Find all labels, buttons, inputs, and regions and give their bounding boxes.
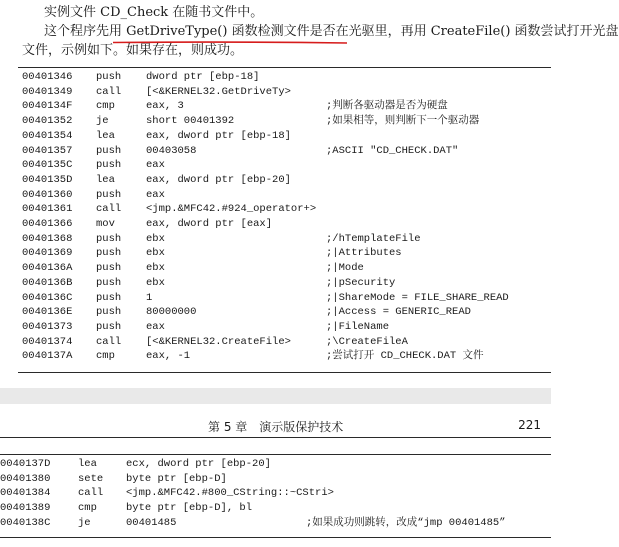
code-line xyxy=(18,335,551,349)
code-line xyxy=(18,99,551,113)
code-operand: eax, dword ptr [ebp-18] xyxy=(146,129,291,142)
code-line xyxy=(18,246,551,260)
code-line xyxy=(18,305,551,319)
code-mnemonic: push xyxy=(96,276,122,289)
code-mnemonic: push xyxy=(96,262,122,275)
code-comment: ;|pSecurity xyxy=(326,276,396,289)
code-comment: ;ASCII "CD_CHECK.DAT" xyxy=(326,144,459,157)
code-line xyxy=(18,129,551,143)
code-line xyxy=(18,291,551,305)
code-address: 00401354 xyxy=(22,129,73,142)
code-comment: ;|Access = GENERIC_READ xyxy=(326,306,471,319)
intro-line-2-tail: ，再用 CreateFile() 函数尝试打开光盘 xyxy=(387,24,619,39)
code-address: 0040137A xyxy=(22,350,73,363)
code-line xyxy=(18,173,551,187)
code-mnemonic: je xyxy=(78,516,91,529)
code-mnemonic: lea xyxy=(96,173,115,186)
code-operand: eax xyxy=(146,159,165,172)
code-line xyxy=(18,85,551,99)
code-operand: [<&KERNEL32.GetDriveTy> xyxy=(146,85,291,98)
code-line xyxy=(18,276,551,290)
code-address: 00401366 xyxy=(22,218,73,230)
code-line xyxy=(0,486,551,500)
code-mnemonic: push xyxy=(96,232,122,245)
code-listing-bottom xyxy=(0,457,551,535)
intro-line-1: 实例文件 CD_Check 在随书文件中。 xyxy=(44,5,264,20)
code-mnemonic: mov xyxy=(96,218,115,230)
code-mnemonic: sete xyxy=(78,472,104,485)
code-mnemonic: push xyxy=(96,291,122,304)
code-address: 0040138C xyxy=(0,516,51,529)
code-line xyxy=(18,261,551,275)
code-operand: dword ptr [ebp-18] xyxy=(146,71,260,83)
code-line xyxy=(18,349,551,363)
code-operand: ebx xyxy=(146,232,165,245)
code-mnemonic: cmp xyxy=(96,350,115,363)
code-address: 0040134F xyxy=(22,100,73,113)
code-mnemonic: push xyxy=(96,247,122,260)
code-address: 00401349 xyxy=(22,85,73,98)
code-operand: eax xyxy=(146,188,165,201)
code-address: 0040135D xyxy=(22,173,73,186)
listing-top-rule-top xyxy=(18,67,551,68)
intro-highlight-text: GetDriveType() 函数检测文件是否在光驱里 xyxy=(126,24,388,39)
code-address: 00401373 xyxy=(22,320,73,333)
code-operand: eax, dword ptr [eax] xyxy=(146,218,273,230)
code-operand: ebx xyxy=(146,262,165,275)
code-operand: ebx xyxy=(146,247,165,260)
chapter-header: 第 5 章 演示版保护技术 xyxy=(208,420,344,434)
code-operand: short 00401392 xyxy=(146,115,235,128)
code-address: 00401389 xyxy=(0,502,51,515)
code-address: 0040136B xyxy=(22,276,73,289)
code-line xyxy=(18,217,551,231)
code-operand: 00401485 xyxy=(126,516,177,529)
code-address: 00401346 xyxy=(22,71,73,83)
code-address: 00401384 xyxy=(0,487,51,500)
code-address: 00401361 xyxy=(22,203,73,216)
code-address: 0040137D xyxy=(0,458,51,470)
code-operand: eax xyxy=(146,320,165,333)
code-operand: 80000000 xyxy=(146,306,197,319)
code-address: 00401357 xyxy=(22,144,73,157)
code-operand: byte ptr [ebp-D], bl xyxy=(126,502,253,515)
code-line xyxy=(0,516,551,530)
code-operand: 1 xyxy=(146,291,153,304)
code-comment: ;如果相等，则判断下一个驱动器 xyxy=(326,115,480,128)
code-comment: ;|ShareMode = FILE_SHARE_READ xyxy=(326,291,509,304)
code-address: 0040135C xyxy=(22,159,73,172)
code-line xyxy=(0,501,551,515)
code-operand: ecx, dword ptr [ebp-20] xyxy=(126,458,271,470)
code-mnemonic: call xyxy=(96,85,122,98)
code-address: 00401369 xyxy=(22,247,73,260)
code-line xyxy=(18,320,551,334)
code-address: 0040136E xyxy=(22,306,73,319)
intro-line-2-lead: 这个程序先用 xyxy=(44,24,127,39)
code-operand: <jmp.&MFC42.#800_CString::~CStri> xyxy=(126,487,334,500)
listing-bottom-rule-bottom xyxy=(0,537,551,538)
code-mnemonic: push xyxy=(96,144,122,157)
code-comment: ;/hTemplateFile xyxy=(326,232,421,245)
code-mnemonic: push xyxy=(96,306,122,319)
code-mnemonic: lea xyxy=(96,129,115,142)
code-address: 0040136A xyxy=(22,262,73,275)
code-comment: ;尝试打开 CD_CHECK.DAT 文件 xyxy=(326,350,484,363)
code-operand: <jmp.&MFC42.#924_operator+> xyxy=(146,203,317,216)
code-comment: ;|Mode xyxy=(326,262,364,275)
code-address: 00401368 xyxy=(22,232,73,245)
code-comment: ;|Attributes xyxy=(326,247,402,260)
code-operand: 00403058 xyxy=(146,144,197,157)
code-address: 0040136C xyxy=(22,291,73,304)
code-line xyxy=(18,188,551,202)
code-comment: ;|FileName xyxy=(326,320,390,333)
code-operand: ebx xyxy=(146,276,165,289)
listing-top-rule-bottom xyxy=(18,372,551,373)
code-line xyxy=(18,232,551,246)
code-mnemonic: cmp xyxy=(78,502,97,515)
intro-line-3: 文件，示例如下。如果存在，则成功。 xyxy=(22,43,244,58)
code-comment: ;判断各驱动器是否为硬盘 xyxy=(326,100,448,113)
code-operand: byte ptr [ebp-D] xyxy=(126,472,227,485)
code-operand: eax, 3 xyxy=(146,100,184,113)
code-mnemonic: push xyxy=(96,159,122,172)
code-operand: eax, -1 xyxy=(146,350,191,363)
page-number: 221 xyxy=(518,418,541,432)
code-mnemonic: push xyxy=(96,320,122,333)
code-comment: ;\CreateFileA xyxy=(326,335,408,348)
code-line xyxy=(18,114,551,128)
page-break xyxy=(0,388,551,404)
code-line xyxy=(18,70,551,84)
code-operand: [<&KERNEL32.CreateFile> xyxy=(146,335,291,348)
code-address: 00401352 xyxy=(22,115,73,128)
code-mnemonic: cmp xyxy=(96,100,115,113)
code-line xyxy=(18,158,551,172)
code-address: 00401380 xyxy=(0,472,51,485)
code-mnemonic: push xyxy=(96,188,122,201)
listing-bottom-rule-top xyxy=(0,454,551,455)
code-mnemonic: call xyxy=(78,487,104,500)
code-line xyxy=(0,457,551,471)
code-line xyxy=(18,144,551,158)
code-address: 00401374 xyxy=(22,335,73,348)
code-mnemonic: call xyxy=(96,203,122,216)
code-mnemonic: lea xyxy=(78,458,97,470)
header-rule xyxy=(0,437,551,438)
code-operand: eax, dword ptr [ebp-20] xyxy=(146,173,291,186)
code-comment: ;如果成功则跳转，改成“jmp 00401485” xyxy=(306,516,506,529)
code-line xyxy=(0,472,551,486)
code-mnemonic: push xyxy=(96,71,122,83)
code-line xyxy=(18,202,551,216)
code-mnemonic: call xyxy=(96,335,122,348)
code-mnemonic: je xyxy=(96,115,109,128)
code-listing-top xyxy=(18,70,551,370)
intro-line-2 xyxy=(44,23,619,40)
code-address: 00401360 xyxy=(22,188,73,201)
